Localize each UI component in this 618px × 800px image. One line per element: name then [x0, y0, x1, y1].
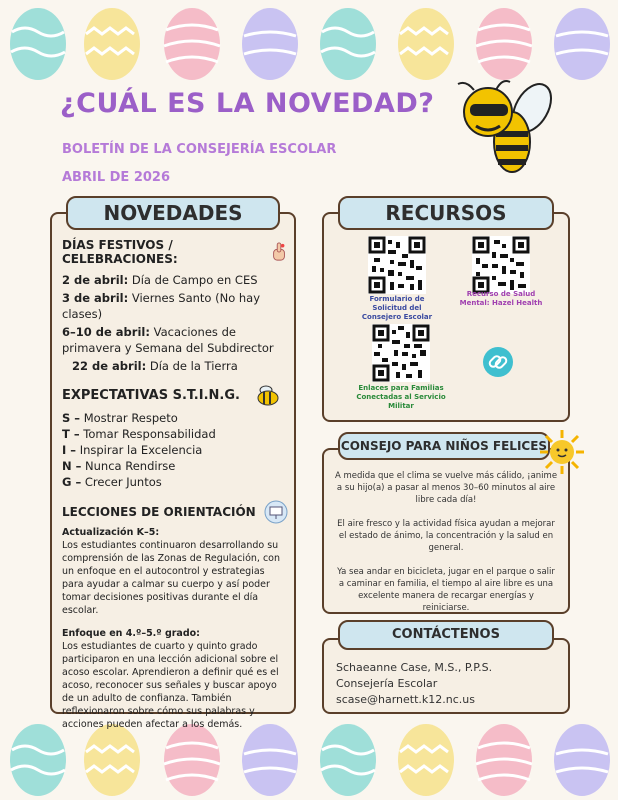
consejo-content: [334, 470, 558, 614]
holiday-item: 6–10 de abril: Vacaciones de primavera y Semana del Subdirector: [62, 325, 274, 355]
contact-name: Schaeanne Case, M.S., P.P.S.: [336, 661, 493, 674]
contacto-tab: CONTÁCTENOS: [338, 620, 554, 650]
sting-item: G – Crecer Juntos: [62, 475, 162, 489]
contact-email[interactable]: scase@harnett.k12.nc.us: [336, 693, 476, 706]
easter-egg-icon: [10, 8, 66, 80]
sting-item: N – Nunca Rendirse: [62, 459, 176, 473]
page-title: ¿CUÁL ES LA NOVEDAD?: [60, 88, 435, 119]
sting-heading: EXPECTATIVAS S.T.I.N.G.: [62, 387, 240, 403]
sun-icon: [538, 428, 586, 476]
tip-paragraph: Ya sea andar en bicicleta, jugar en el parque o salir a caminar en familia, el tiempo al aire libre es una excelente manera de recargar energías y reiniciarse.: [337, 567, 555, 613]
novedades-content: [62, 238, 288, 731]
hornet-mascot-icon: [452, 78, 552, 178]
contact-content: [336, 660, 560, 708]
sting-item: I – Inspirar la Excelencia: [62, 443, 203, 457]
novedades-tab: NOVEDADES: [66, 196, 280, 230]
presentation-icon: [264, 500, 288, 524]
easter-egg-icon: [10, 724, 66, 796]
holiday-item: 2 de abril: Día de Campo en CES: [62, 273, 258, 287]
qr-label-hazel-health: Recurso de Salud Mental: Hazel Health: [459, 290, 543, 307]
easter-egg-icon: [242, 724, 298, 796]
lesson-4-5: Enfoque en 4.º–5.º grado: Los estudiantes de cuarto y quinto grado participaron en una lección adicional sobre el acoso escolar. Aprendieron a definir qué es el acoso, reconocer sus señales y buscar apoyo de un adulto de confianza. También reflexionaron sobre cómo sus palabras y acciones pueden afectar a los demás.: [62, 628, 279, 730]
pointing-hand-icon: [270, 241, 288, 263]
tip-paragraph: El aire fresco y la actividad física ayudan a mejorar el estado de ánimo, la concentración y la salud en general.: [337, 519, 555, 553]
easter-egg-icon: [554, 724, 610, 796]
easter-egg-icon: [320, 724, 376, 796]
easter-egg-icon: [554, 8, 610, 80]
bee-icon: [254, 384, 282, 406]
qr-code-military-families[interactable]: [372, 324, 430, 382]
holiday-item: 22 de abril: Día de la Tierra: [72, 359, 238, 373]
easter-egg-icon: [84, 8, 140, 80]
easter-egg-icon: [164, 8, 220, 80]
contact-role: Consejería Escolar: [336, 677, 438, 690]
link-icon[interactable]: [482, 346, 514, 378]
qr-label-military-families: Enlaces para Familias Conectadas al Servicio Militar: [356, 384, 446, 410]
newsletter-date: ABRIL DE 2026: [62, 170, 171, 185]
sting-item: S – Mostrar Respeto: [62, 411, 178, 425]
lesson-k5: Actualización K–5: Los estudiantes continuaron desarrollando su comprensión de las Zonas de Regulación, con un enfoque en el autocontrol y estrategias para ayudar a calmar su cuerpo y así poder tomar decisiones positivas durante el día escolar.: [62, 527, 280, 616]
lessons-heading: LECCIONES DE ORIENTACIÓN: [62, 505, 256, 519]
easter-egg-icon: [242, 8, 298, 80]
easter-egg-icon: [476, 724, 532, 796]
easter-egg-icon: [476, 8, 532, 80]
newsletter-subtitle: BOLETÍN DE LA CONSEJERÍA ESCOLAR: [62, 142, 337, 157]
recursos-tab: RECURSOS: [338, 196, 554, 230]
qr-code-counselor-form[interactable]: [368, 236, 426, 294]
consejo-tab: CONSEJO PARA NIÑOS FELICES: [338, 432, 550, 460]
easter-egg-icon: [84, 724, 140, 796]
tip-paragraph: A medida que el clima se vuelve más cálido, ¡anime a su hijo(a) a pasar al menos 30–60 minutos al aire libre cada día!: [334, 471, 558, 505]
easter-egg-icon: [398, 8, 454, 80]
easter-egg-icon: [398, 724, 454, 796]
easter-egg-icon: [164, 724, 220, 796]
qr-code-hazel-health[interactable]: [472, 236, 530, 294]
qr-label-counselor-form: Formulario de Solicitud del Consejero Escolar: [361, 295, 433, 321]
easter-egg-row-top: [0, 0, 618, 86]
holidays-heading: DÍAS FESTIVOS / CELEBRACIONES:: [62, 238, 178, 266]
holiday-item: 3 de abril: Viernes Santo (No hay clases): [62, 291, 261, 321]
sting-item: T – Tomar Responsabilidad: [62, 427, 216, 441]
easter-egg-icon: [320, 8, 376, 80]
